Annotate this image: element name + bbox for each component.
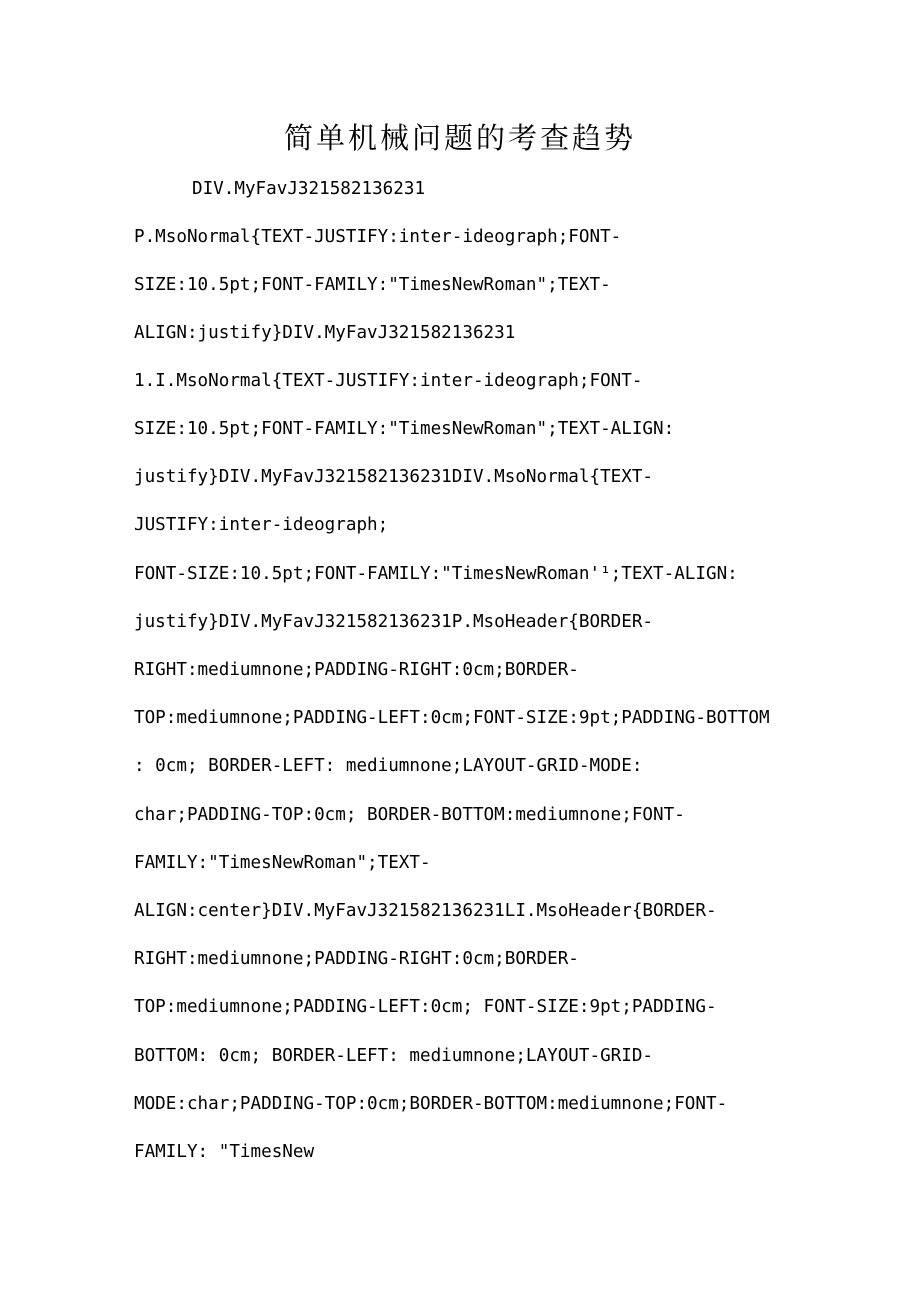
text-line-20: MODE:char;PADDING-TOP:0cm;BORDER-BOTTOM:mediumnone;FONT- [134, 1094, 728, 1114]
text-line-7: justify}DIV.MyFavJ321582136231DIV.MsoNormal{TEXT- [134, 467, 654, 487]
text-line-5: 1.I.MsoNormal{TEXT-JUSTIFY:inter-ideograph;FONT- [134, 371, 643, 391]
document-title: 简单机械问题的考查趋势 [283, 121, 636, 155]
text-line-9: FONT-SIZE:10.5pt;FONT-FAMILY:"TimesNewRoman'¹;TEXT-ALIGN: [134, 564, 738, 584]
text-line-8: JUSTIFY:inter-ideograph; [134, 515, 389, 535]
text-line-2: P.MsoNormal{TEXT-JUSTIFY:inter-ideograph;FONT- [134, 227, 622, 247]
text-line-3: SIZE:10.5pt;FONT-FAMILY:"TimesNewRoman";TEXT- [134, 275, 611, 295]
text-line-19: BOTTOM: 0cm; BORDER-LEFT: mediumnone;LAYOUT-GRID- [134, 1046, 654, 1066]
text-line-10: justify}DIV.MyFavJ321582136231P.MsoHeader{BORDER- [134, 612, 654, 632]
text-line-1: DIV.MyFavJ321582136231 [192, 179, 426, 199]
text-line-18: TOP:mediumnone;PADDING-LEFT:0cm; FONT-SIZE:9pt;PADDING- [134, 997, 717, 1017]
text-line-13: : 0cm; BORDER-LEFT: mediumnone;LAYOUT-GRID-MODE: [134, 756, 643, 776]
text-line-4: ALIGN:justify}DIV.MyFavJ321582136231 [134, 323, 516, 343]
text-line-14: char;PADDING-TOP:0cm; BORDER-BOTTOM:mediumnone;FONT- [134, 805, 685, 825]
text-line-16: ALIGN:center}DIV.MyFavJ321582136231LI.MsoHeader{BORDER- [134, 901, 717, 921]
text-line-12: TOP:mediumnone;PADDING-LEFT:0cm;FONT-SIZE:9pt;PADDING-BOTTOM [134, 708, 770, 728]
text-line-15: FAMILY:"TimesNewRoman";TEXT- [134, 853, 431, 873]
text-line-11: RIGHT:mediumnone;PADDING-RIGHT:0cm;BORDER- [134, 660, 579, 680]
text-line-21: FAMILY: "TimesNew [134, 1142, 315, 1162]
text-line-17: RIGHT:mediumnone;PADDING-RIGHT:0cm;BORDER- [134, 949, 579, 969]
text-line-6: SIZE:10.5pt;FONT-FAMILY:"TimesNewRoman";TEXT-ALIGN: [134, 419, 675, 439]
